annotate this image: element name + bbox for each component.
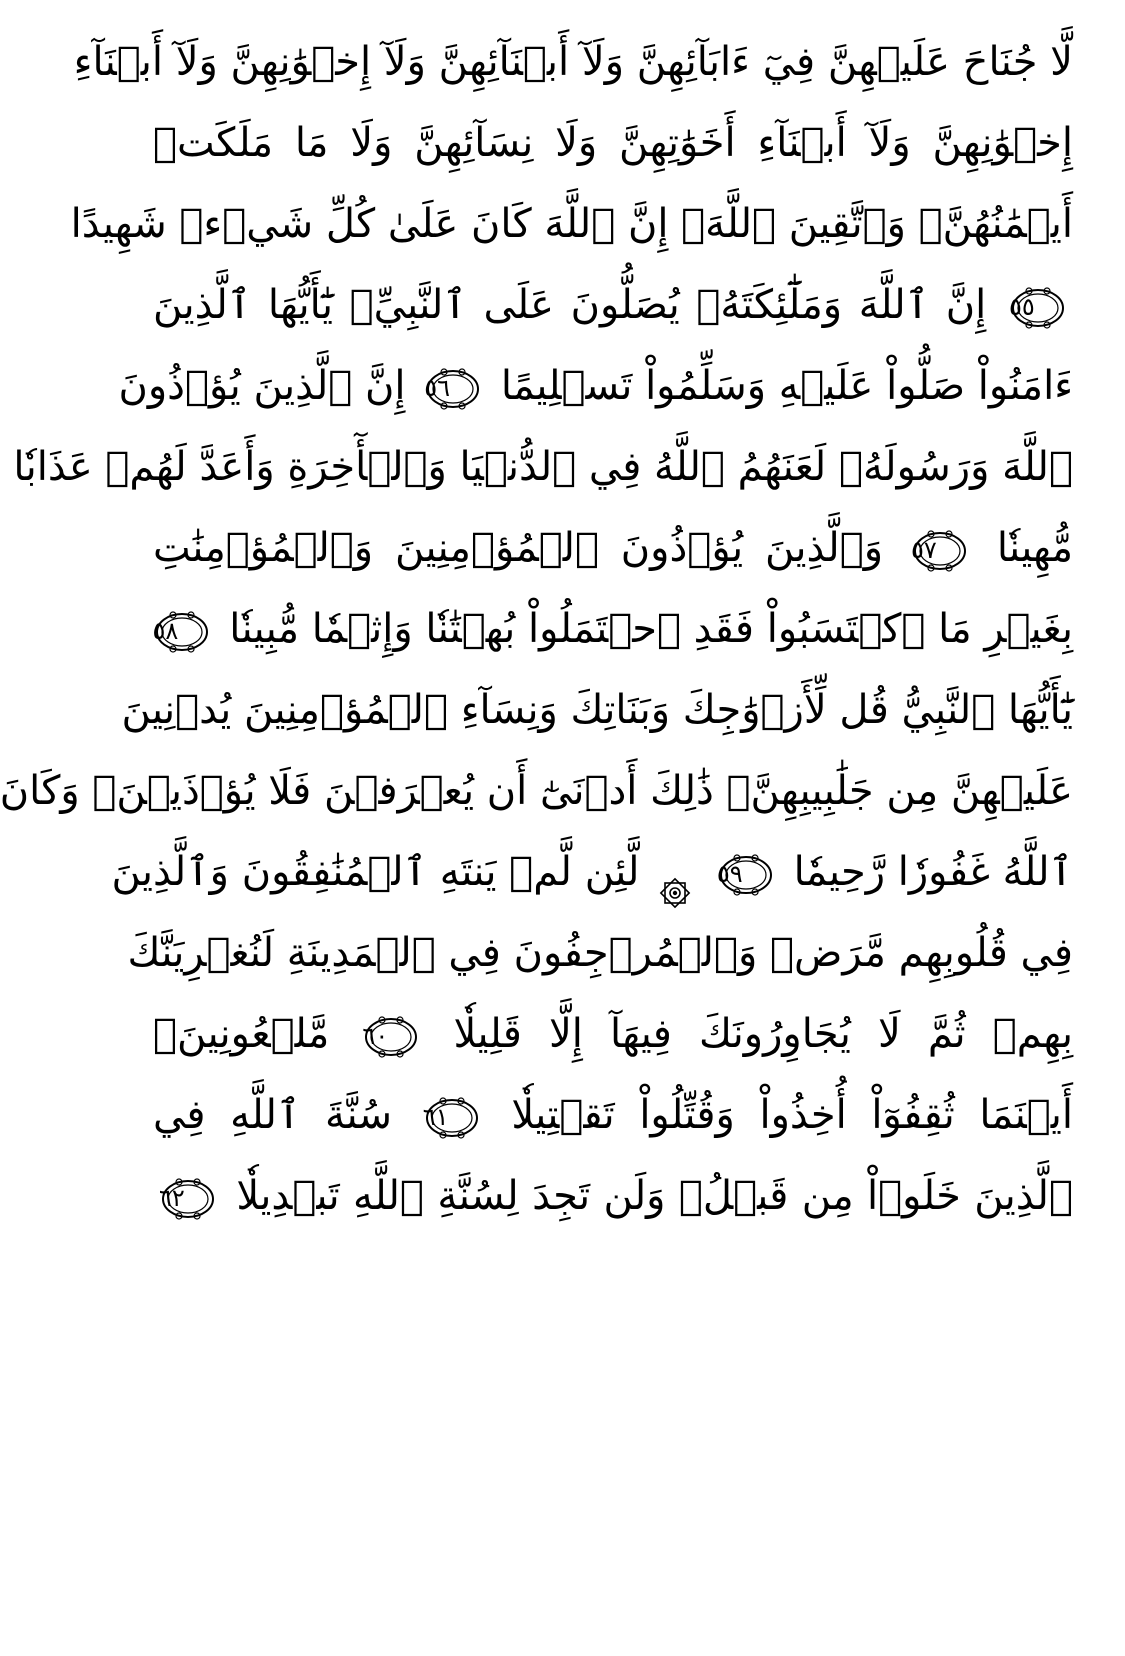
verse-text: ٱللَّهَ وَرَسُولَهُۥ لَعَنَهُمُ ٱللَّهُ فِي ٱلدُّنۡيَا وَٱلۡأٓخِرَةِ وَأَعَدَّ لَهُمۡ عَذَابٗا xyxy=(13,444,1073,490)
verse-text: مَّلۡعُونِينَۖ xyxy=(153,1011,330,1057)
ayah-number: ٦١ xyxy=(422,1103,449,1131)
verse-text: ٱللَّهُ غَفُورٗا رَّحِيمٗا xyxy=(793,849,1073,895)
text-line xyxy=(118,346,1073,427)
ayah-number: ٦٠ xyxy=(362,1022,389,1050)
verse-text: أَيۡنَمَا ثُقِفُوٓاْ أُخِذُواْ وَقُتِّلُواْ تَقۡتِيلٗا xyxy=(511,1092,1073,1138)
ayah-number: ٥٨ xyxy=(152,617,179,645)
ayah-number-marker xyxy=(1009,284,1067,330)
verse-text: يَٰٓأَيُّهَا ٱلنَّبِيُّ قُل لِّأَزۡوَٰجِكَ وَبَنَاتِكَ وَنِسَآءِ ٱلۡمُؤۡمِنِينَ يُدۡنِينَ xyxy=(121,687,1073,733)
verse-text: بِهِمۡ ثُمَّ لَا يُجَاوِرُونَكَ فِيهَآ إِلَّا قَلِيلٗا xyxy=(453,1011,1073,1057)
verse-text: لَّا جُنَاحَ عَلَيۡهِنَّ فِيٓ ءَابَآئِهِنَّ وَلَآ أَبۡنَآئِهِنَّ وَلَآ إِخۡوَٰنِهِنَّ وَلَآ أَبۡنَآءِ xyxy=(73,39,1073,85)
text-line xyxy=(70,184,1073,265)
verse-text: بِغَيۡرِ مَا ٱكۡتَسَبُواْ فَقَدِ ٱحۡتَمَلُواْ بُهۡتَٰنٗا وَإِثۡمٗا مُّبِينٗا xyxy=(229,606,1073,652)
verse-text: مُّهِينٗا xyxy=(996,525,1074,571)
text-line xyxy=(153,1156,1073,1237)
text-line xyxy=(153,994,1073,1075)
verse-text: عَلَيۡهِنَّ مِن جَلَٰبِيبِهِنَّۚ ذَٰلِكَ أَدۡنَىٰٓ أَن يُعۡرَفۡنَ فَلَا يُؤۡذَيۡنَۗ وَكَانَ xyxy=(0,768,1073,814)
ayah-number-marker xyxy=(153,608,211,654)
hizb-star-icon xyxy=(658,857,692,891)
verse-text: سُنَّةَ ٱللَّهِ فِي xyxy=(153,1092,393,1138)
quran-text-block xyxy=(0,22,1074,1237)
text-line xyxy=(153,265,1073,346)
verse-text: فِي قُلُوبِهِم مَّرَضٞ وَٱلۡمُرۡجِفُونَ فِي ٱلۡمَدِينَةِ لَنُغۡرِيَنَّكَ xyxy=(127,930,1073,976)
text-line xyxy=(0,751,1073,832)
ayah-number: ٥٧ xyxy=(910,536,937,564)
ayah-number: ٥٩ xyxy=(716,860,743,888)
verse-text: إِنَّ ٱلَّذِينَ يُؤۡذُونَ xyxy=(118,363,406,409)
text-line xyxy=(153,508,1073,589)
ayah-number-marker xyxy=(159,1175,217,1221)
text-line xyxy=(153,1075,1073,1156)
verse-text: ءَامَنُواْ صَلُّواْ عَلَيۡهِ وَسَلِّمُواْ تَسۡلِيمًا xyxy=(500,363,1073,409)
verse-text: ٱلَّذِينَ خَلَوۡاْ مِن قَبۡلُۖ وَلَن تَجِدَ لِسُنَّةِ ٱللَّهِ تَبۡدِيلٗا xyxy=(236,1173,1073,1219)
verse-text: إِخۡوَٰنِهِنَّ وَلَآ أَبۡنَآءِ أَخَوَٰتِهِنَّ وَلَا نِسَآئِهِنَّ وَلَا مَا مَلَكَتۡ xyxy=(153,120,1073,166)
verse-text: لَّئِن لَّمۡ يَنتَهِ ٱلۡمُنَٰفِقُونَ وَٱلَّذِينَ xyxy=(111,849,640,895)
ayah-number-marker xyxy=(362,1013,420,1059)
verse-text: إِنَّ ٱللَّهَ وَمَلَٰٓئِكَتَهُۥ يُصَلُّونَ عَلَى ٱلنَّبِيِّۚ يَٰٓأَيُّهَا ٱلَّذِينَ xyxy=(153,282,987,328)
text-line xyxy=(127,913,1073,994)
verse-text: وَٱلَّذِينَ يُؤۡذُونَ ٱلۡمُؤۡمِنِينَ وَٱلۡمُؤۡمِنَٰتِ xyxy=(153,525,884,571)
text-line xyxy=(13,427,1073,508)
text-line xyxy=(153,589,1073,670)
ayah-number-marker xyxy=(424,365,482,411)
ayah-number-marker xyxy=(911,527,969,573)
ayah-number-marker xyxy=(423,1094,481,1140)
ayah-number: ٦٢ xyxy=(159,1184,185,1212)
text-line xyxy=(111,832,1073,913)
ayah-number: ٥٥ xyxy=(1009,293,1035,321)
verse-text: أَيۡمَٰنُهُنَّۗ وَٱتَّقِينَ ٱللَّهَۚ إِنَّ ٱللَّهَ كَانَ عَلَىٰ كُلِّ شَيۡءٖ شَهِيدًا xyxy=(70,201,1073,247)
ayah-number: ٥٦ xyxy=(424,374,450,402)
text-line xyxy=(73,22,1073,103)
ayah-number-marker xyxy=(717,851,775,897)
text-line xyxy=(153,103,1073,184)
text-line xyxy=(121,670,1073,751)
